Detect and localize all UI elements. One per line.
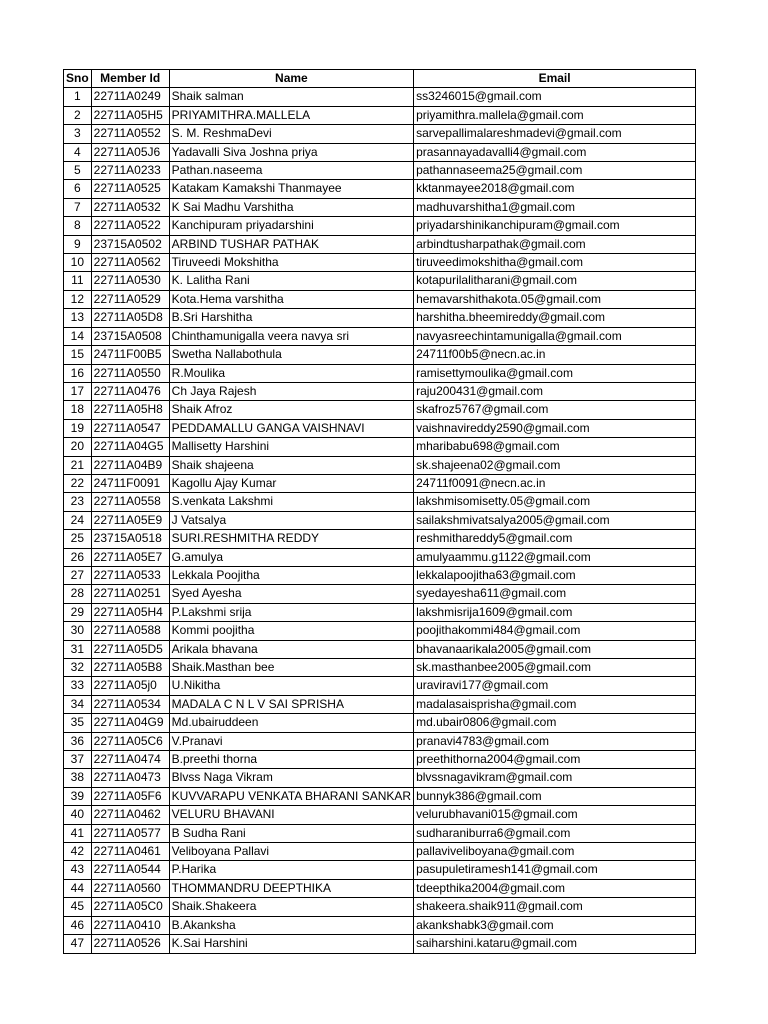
cell-member-id: 22711A04G5 bbox=[91, 438, 169, 456]
cell-member-id: 24711F0091 bbox=[91, 474, 169, 492]
cell-member-id: 22711A0560 bbox=[91, 879, 169, 897]
cell-email: reshmithareddy5@gmail.com bbox=[414, 530, 696, 548]
cell-email: skafroz5767@gmail.com bbox=[414, 401, 696, 419]
cell-email: raju200431@gmail.com bbox=[414, 382, 696, 400]
cell-sno: 15 bbox=[64, 346, 92, 364]
cell-name: Veliboyana Pallavi bbox=[169, 843, 413, 861]
cell-member-id: 22711A0525 bbox=[91, 180, 169, 198]
cell-sno: 1 bbox=[64, 88, 92, 106]
cell-email: tiruveedimokshitha@gmail.com bbox=[414, 254, 696, 272]
table-row bbox=[64, 787, 696, 805]
cell-email: sailakshmivatsalya2005@gmail.com bbox=[414, 511, 696, 529]
cell-member-id: 22711A05D8 bbox=[91, 309, 169, 327]
cell-member-id: 22711A0462 bbox=[91, 806, 169, 824]
cell-sno: 27 bbox=[64, 566, 92, 584]
table-row bbox=[64, 88, 696, 106]
cell-email: madalasaisprisha@gmail.com bbox=[414, 695, 696, 713]
cell-email: ramisettymoulika@gmail.com bbox=[414, 364, 696, 382]
cell-sno: 39 bbox=[64, 787, 92, 805]
member-table bbox=[63, 69, 696, 954]
cell-email: syedayesha611@gmail.com bbox=[414, 585, 696, 603]
cell-sno: 29 bbox=[64, 603, 92, 621]
cell-email: preethithorna2004@gmail.com bbox=[414, 751, 696, 769]
header-row bbox=[64, 70, 696, 88]
cell-member-id: 22711A05F6 bbox=[91, 787, 169, 805]
cell-name: Md.ubairuddeen bbox=[169, 714, 413, 732]
cell-name: Lekkala Poojitha bbox=[169, 566, 413, 584]
table-row bbox=[64, 217, 696, 235]
cell-member-id: 22711A0532 bbox=[91, 198, 169, 216]
cell-member-id: 22711A0534 bbox=[91, 695, 169, 713]
table-row bbox=[64, 548, 696, 566]
cell-name: Shaik.Shakeera bbox=[169, 898, 413, 916]
table-row bbox=[64, 714, 696, 732]
cell-member-id: 22711A04G9 bbox=[91, 714, 169, 732]
table-row bbox=[64, 474, 696, 492]
cell-name: R.Moulika bbox=[169, 364, 413, 382]
table-row bbox=[64, 879, 696, 897]
cell-member-id: 22711A0474 bbox=[91, 751, 169, 769]
cell-email: mharibabu698@gmail.com bbox=[414, 438, 696, 456]
cell-sno: 22 bbox=[64, 474, 92, 492]
table-row bbox=[64, 401, 696, 419]
cell-name: Syed Ayesha bbox=[169, 585, 413, 603]
cell-member-id: 22711A0529 bbox=[91, 290, 169, 308]
cell-sno: 44 bbox=[64, 879, 92, 897]
cell-member-id: 22711A05C0 bbox=[91, 898, 169, 916]
cell-sno: 46 bbox=[64, 916, 92, 934]
cell-name: K. Lalitha Rani bbox=[169, 272, 413, 290]
cell-email: shakeera.shaik911@gmail.com bbox=[414, 898, 696, 916]
cell-name: Kommi poojitha bbox=[169, 622, 413, 640]
cell-sno: 40 bbox=[64, 806, 92, 824]
cell-sno: 34 bbox=[64, 695, 92, 713]
header-member-id: Member Id bbox=[91, 70, 169, 88]
cell-email: ss3246015@gmail.com bbox=[414, 88, 696, 106]
cell-sno: 31 bbox=[64, 640, 92, 658]
cell-email: pathannaseema25@gmail.com bbox=[414, 162, 696, 180]
cell-email: poojithakommi484@gmail.com bbox=[414, 622, 696, 640]
header-name: Name bbox=[169, 70, 413, 88]
cell-sno: 38 bbox=[64, 769, 92, 787]
cell-name: U.Nikitha bbox=[169, 677, 413, 695]
cell-member-id: 22711A05C6 bbox=[91, 732, 169, 750]
cell-member-id: 22711A0461 bbox=[91, 843, 169, 861]
cell-member-id: 22711A0522 bbox=[91, 217, 169, 235]
table-row bbox=[64, 327, 696, 345]
cell-name: Shaik salman bbox=[169, 88, 413, 106]
cell-sno: 37 bbox=[64, 751, 92, 769]
table-row bbox=[64, 751, 696, 769]
cell-name: J Vatsalya bbox=[169, 511, 413, 529]
table-row bbox=[64, 843, 696, 861]
table-row bbox=[64, 824, 696, 842]
cell-sno: 10 bbox=[64, 254, 92, 272]
cell-name: S.venkata Lakshmi bbox=[169, 493, 413, 511]
cell-email: arbindtusharpathak@gmail.com bbox=[414, 235, 696, 253]
cell-email: akankshabk3@gmail.com bbox=[414, 916, 696, 934]
cell-sno: 35 bbox=[64, 714, 92, 732]
cell-email: velurubhavani015@gmail.com bbox=[414, 806, 696, 824]
cell-name: Swetha Nallabothula bbox=[169, 346, 413, 364]
table-row bbox=[64, 254, 696, 272]
cell-sno: 23 bbox=[64, 493, 92, 511]
table-row bbox=[64, 530, 696, 548]
cell-sno: 3 bbox=[64, 125, 92, 143]
cell-email: harshitha.bheemireddy@gmail.com bbox=[414, 309, 696, 327]
table-row bbox=[64, 106, 696, 124]
table-row bbox=[64, 456, 696, 474]
cell-member-id: 22711A05H4 bbox=[91, 603, 169, 621]
cell-name: PEDDAMALLU GANGA VAISHNAVI bbox=[169, 419, 413, 437]
cell-member-id: 22711A05B8 bbox=[91, 659, 169, 677]
cell-member-id: 22711A0530 bbox=[91, 272, 169, 290]
cell-sno: 33 bbox=[64, 677, 92, 695]
cell-email: pallaviveliboyana@gmail.com bbox=[414, 843, 696, 861]
cell-member-id: 22711A05j0 bbox=[91, 677, 169, 695]
cell-name: Kota.Hema varshitha bbox=[169, 290, 413, 308]
cell-name: V.Pranavi bbox=[169, 732, 413, 750]
cell-member-id: 22711A0526 bbox=[91, 935, 169, 953]
table-row bbox=[64, 603, 696, 621]
cell-name: Pathan.naseema bbox=[169, 162, 413, 180]
cell-name: THOMMANDRU DEEPTHIKA bbox=[169, 879, 413, 897]
table-row bbox=[64, 198, 696, 216]
cell-member-id: 22711A0533 bbox=[91, 566, 169, 584]
table-row bbox=[64, 346, 696, 364]
cell-member-id: 22711A05D5 bbox=[91, 640, 169, 658]
cell-member-id: 22711A0547 bbox=[91, 419, 169, 437]
cell-sno: 12 bbox=[64, 290, 92, 308]
cell-sno: 5 bbox=[64, 162, 92, 180]
table-row bbox=[64, 861, 696, 879]
cell-name: Kagollu Ajay Kumar bbox=[169, 474, 413, 492]
cell-member-id: 22711A05E9 bbox=[91, 511, 169, 529]
cell-sno: 28 bbox=[64, 585, 92, 603]
header-sno: Sno bbox=[64, 70, 92, 88]
cell-name: B.Akanksha bbox=[169, 916, 413, 934]
cell-member-id: 22711A05H8 bbox=[91, 401, 169, 419]
cell-name: K.Sai Harshini bbox=[169, 935, 413, 953]
cell-email: pranavi4783@gmail.com bbox=[414, 732, 696, 750]
header-email: Email bbox=[414, 70, 696, 88]
cell-member-id: 23715A0508 bbox=[91, 327, 169, 345]
cell-sno: 18 bbox=[64, 401, 92, 419]
cell-member-id: 22711A0251 bbox=[91, 585, 169, 603]
cell-name: Tiruveedi Mokshitha bbox=[169, 254, 413, 272]
cell-name: Arikala bhavana bbox=[169, 640, 413, 658]
cell-name: P.Harika bbox=[169, 861, 413, 879]
cell-member-id: 22711A05E7 bbox=[91, 548, 169, 566]
cell-email: blvssnagavikram@gmail.com bbox=[414, 769, 696, 787]
table-row bbox=[64, 143, 696, 161]
cell-sno: 36 bbox=[64, 732, 92, 750]
cell-email: priyamithra.mallela@gmail.com bbox=[414, 106, 696, 124]
cell-sno: 8 bbox=[64, 217, 92, 235]
cell-member-id: 22711A05H5 bbox=[91, 106, 169, 124]
table-row bbox=[64, 732, 696, 750]
cell-sno: 6 bbox=[64, 180, 92, 198]
cell-email: kktanmayee2018@gmail.com bbox=[414, 180, 696, 198]
cell-email: 24711f0091@necn.ac.in bbox=[414, 474, 696, 492]
cell-name: PRIYAMITHRA.MALLELA bbox=[169, 106, 413, 124]
cell-member-id: 22711A0476 bbox=[91, 382, 169, 400]
cell-sno: 4 bbox=[64, 143, 92, 161]
table-row bbox=[64, 898, 696, 916]
cell-name: ARBIND TUSHAR PATHAK bbox=[169, 235, 413, 253]
cell-member-id: 22711A0550 bbox=[91, 364, 169, 382]
cell-email: vaishnavireddy2590@gmail.com bbox=[414, 419, 696, 437]
cell-sno: 42 bbox=[64, 843, 92, 861]
cell-name: Shaik Afroz bbox=[169, 401, 413, 419]
cell-member-id: 22711A0552 bbox=[91, 125, 169, 143]
cell-name: Ch Jaya Rajesh bbox=[169, 382, 413, 400]
cell-email: sk.shajeena02@gmail.com bbox=[414, 456, 696, 474]
cell-email: bhavanaarikala2005@gmail.com bbox=[414, 640, 696, 658]
table-row bbox=[64, 769, 696, 787]
cell-name: MADALA C N L V SAI SPRISHA bbox=[169, 695, 413, 713]
cell-sno: 32 bbox=[64, 659, 92, 677]
cell-member-id: 22711A04B9 bbox=[91, 456, 169, 474]
cell-sno: 14 bbox=[64, 327, 92, 345]
cell-member-id: 22711A0473 bbox=[91, 769, 169, 787]
cell-sno: 47 bbox=[64, 935, 92, 953]
cell-name: Katakam Kamakshi Thanmayee bbox=[169, 180, 413, 198]
cell-sno: 30 bbox=[64, 622, 92, 640]
cell-email: sudharaniburra6@gmail.com bbox=[414, 824, 696, 842]
cell-name: G.amulya bbox=[169, 548, 413, 566]
cell-email: lakshmisrija1609@gmail.com bbox=[414, 603, 696, 621]
cell-email: lakshmisomisetty.05@gmail.com bbox=[414, 493, 696, 511]
cell-email: tdeepthika2004@gmail.com bbox=[414, 879, 696, 897]
cell-email: madhuvarshitha1@gmail.com bbox=[414, 198, 696, 216]
cell-member-id: 22711A0577 bbox=[91, 824, 169, 842]
cell-member-id: 22711A0588 bbox=[91, 622, 169, 640]
cell-sno: 20 bbox=[64, 438, 92, 456]
table-row bbox=[64, 585, 696, 603]
cell-sno: 25 bbox=[64, 530, 92, 548]
table-row bbox=[64, 916, 696, 934]
cell-name: Shaik shajeena bbox=[169, 456, 413, 474]
cell-member-id: 22711A0562 bbox=[91, 254, 169, 272]
cell-email: prasannayadavalli4@gmail.com bbox=[414, 143, 696, 161]
cell-member-id: 23715A0518 bbox=[91, 530, 169, 548]
cell-name: VELURU BHAVANI bbox=[169, 806, 413, 824]
cell-email: bunnyk386@gmail.com bbox=[414, 787, 696, 805]
table-row bbox=[64, 235, 696, 253]
table-row bbox=[64, 511, 696, 529]
cell-name: Yadavalli Siva Joshna priya bbox=[169, 143, 413, 161]
table-row bbox=[64, 659, 696, 677]
table-row bbox=[64, 640, 696, 658]
cell-member-id: 23715A0502 bbox=[91, 235, 169, 253]
cell-sno: 45 bbox=[64, 898, 92, 916]
cell-member-id: 22711A05J6 bbox=[91, 143, 169, 161]
table-row bbox=[64, 493, 696, 511]
cell-email: 24711f00b5@necn.ac.in bbox=[414, 346, 696, 364]
cell-email: amulyaammu.g1122@gmail.com bbox=[414, 548, 696, 566]
cell-sno: 19 bbox=[64, 419, 92, 437]
table-row bbox=[64, 806, 696, 824]
cell-email: navyasreechintamunigalla@gmail.com bbox=[414, 327, 696, 345]
cell-sno: 2 bbox=[64, 106, 92, 124]
cell-member-id: 22711A0544 bbox=[91, 861, 169, 879]
cell-email: sk.masthanbee2005@gmail.com bbox=[414, 659, 696, 677]
cell-name: K Sai Madhu Varshitha bbox=[169, 198, 413, 216]
table-row bbox=[64, 309, 696, 327]
cell-email: uraviravi177@gmail.com bbox=[414, 677, 696, 695]
cell-email: hemavarshithakota.05@gmail.com bbox=[414, 290, 696, 308]
table-row bbox=[64, 290, 696, 308]
cell-name: KUVVARAPU VENKATA BHARANI SANKAR bbox=[169, 787, 413, 805]
cell-name: Blvss Naga Vikram bbox=[169, 769, 413, 787]
cell-member-id: 24711F00B5 bbox=[91, 346, 169, 364]
cell-sno: 7 bbox=[64, 198, 92, 216]
cell-name: Chinthamunigalla veera navya sri bbox=[169, 327, 413, 345]
cell-sno: 11 bbox=[64, 272, 92, 290]
cell-name: S. M. ReshmaDevi bbox=[169, 125, 413, 143]
table-row bbox=[64, 180, 696, 198]
table-row bbox=[64, 622, 696, 640]
table-row bbox=[64, 272, 696, 290]
table-row bbox=[64, 364, 696, 382]
cell-sno: 17 bbox=[64, 382, 92, 400]
cell-sno: 41 bbox=[64, 824, 92, 842]
cell-sno: 43 bbox=[64, 861, 92, 879]
cell-name: B.preethi thorna bbox=[169, 751, 413, 769]
cell-member-id: 22711A0233 bbox=[91, 162, 169, 180]
cell-sno: 21 bbox=[64, 456, 92, 474]
cell-sno: 26 bbox=[64, 548, 92, 566]
cell-email: kotapurilalitharani@gmail.com bbox=[414, 272, 696, 290]
cell-sno: 13 bbox=[64, 309, 92, 327]
cell-email: saiharshini.kataru@gmail.com bbox=[414, 935, 696, 953]
table-row bbox=[64, 419, 696, 437]
cell-sno: 24 bbox=[64, 511, 92, 529]
cell-email: md.ubair0806@gmail.com bbox=[414, 714, 696, 732]
cell-member-id: 22711A0249 bbox=[91, 88, 169, 106]
cell-name: SURI.RESHMITHA REDDY bbox=[169, 530, 413, 548]
cell-email: pasupuletiramesh141@gmail.com bbox=[414, 861, 696, 879]
table-row bbox=[64, 695, 696, 713]
table-row bbox=[64, 162, 696, 180]
cell-name: Shaik.Masthan bee bbox=[169, 659, 413, 677]
cell-name: Mallisetty Harshini bbox=[169, 438, 413, 456]
cell-name: Kanchipuram priyadarshini bbox=[169, 217, 413, 235]
table-row bbox=[64, 125, 696, 143]
table-row bbox=[64, 438, 696, 456]
cell-email: lekkalapoojitha63@gmail.com bbox=[414, 566, 696, 584]
table-row bbox=[64, 677, 696, 695]
cell-name: B.Sri Harshitha bbox=[169, 309, 413, 327]
cell-name: P.Lakshmi srija bbox=[169, 603, 413, 621]
table-row bbox=[64, 935, 696, 953]
cell-name: B Sudha Rani bbox=[169, 824, 413, 842]
cell-member-id: 22711A0410 bbox=[91, 916, 169, 934]
cell-sno: 16 bbox=[64, 364, 92, 382]
table-row bbox=[64, 382, 696, 400]
cell-sno: 9 bbox=[64, 235, 92, 253]
table-row bbox=[64, 566, 696, 584]
cell-email: sarvepallimalareshmadevi@gmail.com bbox=[414, 125, 696, 143]
cell-email: priyadarshinikanchipuram@gmail.com bbox=[414, 217, 696, 235]
cell-member-id: 22711A0558 bbox=[91, 493, 169, 511]
